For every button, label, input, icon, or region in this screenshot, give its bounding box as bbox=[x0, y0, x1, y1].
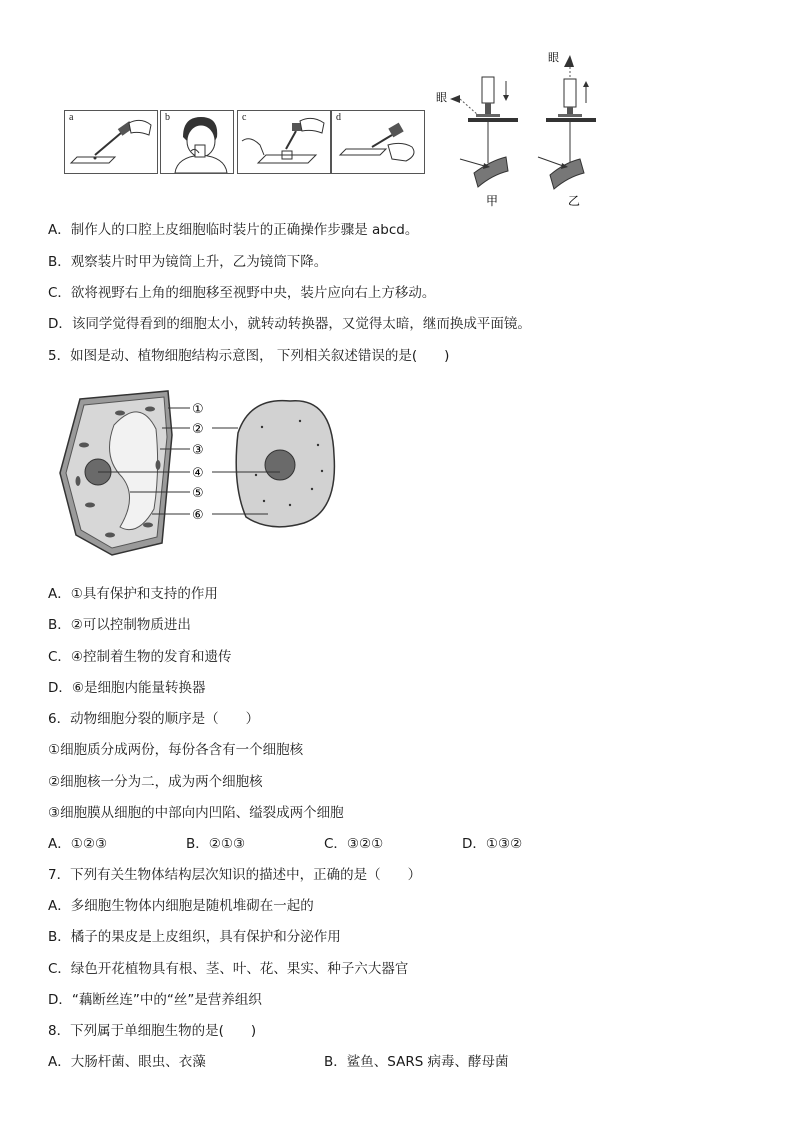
person-rinsing-mouth-illustration bbox=[161, 111, 233, 173]
microscope-diagram bbox=[430, 45, 610, 210]
animal-nucleus bbox=[265, 450, 295, 480]
q6-step-1: ①细胞质分成两份，每份各含有一个细胞核 bbox=[48, 742, 304, 758]
q8-option-b: B．鲨鱼、SARS 病毒、酵母菌 bbox=[324, 1054, 509, 1070]
eye-label-right: 眼 bbox=[548, 51, 559, 64]
q5-option-a: A．①具有保护和支持的作用 bbox=[48, 586, 218, 602]
label-1: ① bbox=[192, 402, 204, 417]
q7-option-a: A．多细胞生物体内细胞是随机堆砌在一起的 bbox=[48, 898, 314, 914]
label-4: ④ bbox=[192, 466, 204, 481]
label-5: ⑤ bbox=[192, 486, 204, 501]
mirror-jia bbox=[474, 157, 508, 187]
panel-a bbox=[64, 110, 158, 174]
q5-option-c: C．④控制着生物的发育和遗传 bbox=[48, 649, 232, 665]
dropper-on-slide-illustration bbox=[65, 111, 157, 173]
q6-option-b: B．②①③ bbox=[186, 836, 246, 852]
label-jia: 甲 bbox=[486, 194, 499, 208]
q7-stem: 7．下列有关生物体结构层次知识的描述中，正确的是（ ） bbox=[48, 867, 422, 883]
staining-illustration bbox=[332, 111, 424, 173]
q4-option-b: B．观察装片时甲为镜筒上升，乙为镜筒下降。 bbox=[48, 254, 328, 270]
panel-d bbox=[331, 110, 425, 174]
q6-step-2: ②细胞核一分为二，成为两个细胞核 bbox=[48, 774, 263, 790]
eye-icon bbox=[564, 55, 574, 67]
panel-label: c bbox=[242, 112, 247, 123]
arrow-down-icon bbox=[503, 95, 509, 101]
q8-option-a: A．大肠杆菌、眼虫、衣藻 bbox=[48, 1054, 206, 1070]
tube-jia bbox=[482, 77, 494, 103]
label-yi: 乙 bbox=[568, 194, 581, 208]
tube-yi bbox=[564, 79, 576, 107]
label-2: ② bbox=[192, 422, 204, 437]
panel-label: d bbox=[336, 112, 341, 123]
arrow-up-icon bbox=[583, 81, 589, 87]
q4-option-d: D．该同学觉得看到的细胞太小，就转动转换器，又觉得太暗，继而换成平面镜。 bbox=[48, 316, 531, 332]
q5-stem: 5．如图是动、植物细胞结构示意图， 下列相关叙述错误的是( ) bbox=[48, 348, 450, 364]
panel-label: a bbox=[69, 112, 74, 123]
q7-option-b: B．橘子的果皮是上皮组织，具有保护和分泌作用 bbox=[48, 929, 341, 945]
eye-icon bbox=[450, 95, 460, 103]
q5-option-d: D．⑥是细胞内能量转换器 bbox=[48, 680, 206, 696]
q6-option-a: A．①②③ bbox=[48, 836, 108, 852]
panel-label: b bbox=[165, 112, 170, 123]
q4-option-c: C．欲将视野右上角的细胞移至视野中央，装片应向右上方移动。 bbox=[48, 285, 436, 301]
q6-stem: 6．动物细胞分裂的顺序是（ ） bbox=[48, 711, 260, 727]
q7-option-d: D．“藕断丝连”中的“丝”是营养组织 bbox=[48, 992, 262, 1008]
panel-c bbox=[237, 110, 331, 174]
q8-stem: 8．下列属于单细胞生物的是( ) bbox=[48, 1023, 257, 1039]
q7-option-c: C．绿色开花植物具有根、茎、叶、花、果实、种子六大器官 bbox=[48, 961, 409, 977]
label-6: ⑥ bbox=[192, 508, 204, 523]
q4-option-a: A．制作人的口腔上皮细胞临时装片的正确操作步骤是 abcd。 bbox=[48, 222, 419, 238]
cell-structure-diagram bbox=[50, 385, 350, 560]
q6-step-3: ③细胞膜从细胞的中部向内凹陷、缢裂成两个细胞 bbox=[48, 805, 344, 821]
eye-label-left: 眼 bbox=[436, 91, 447, 104]
panel-b bbox=[160, 110, 234, 174]
q6-option-c: C．③②① bbox=[324, 836, 384, 852]
q5-option-b: B．②可以控制物质进出 bbox=[48, 617, 191, 633]
coverslip-placement-illustration bbox=[238, 111, 330, 173]
label-3: ③ bbox=[192, 443, 204, 458]
q6-option-d: D．①③② bbox=[462, 836, 523, 852]
